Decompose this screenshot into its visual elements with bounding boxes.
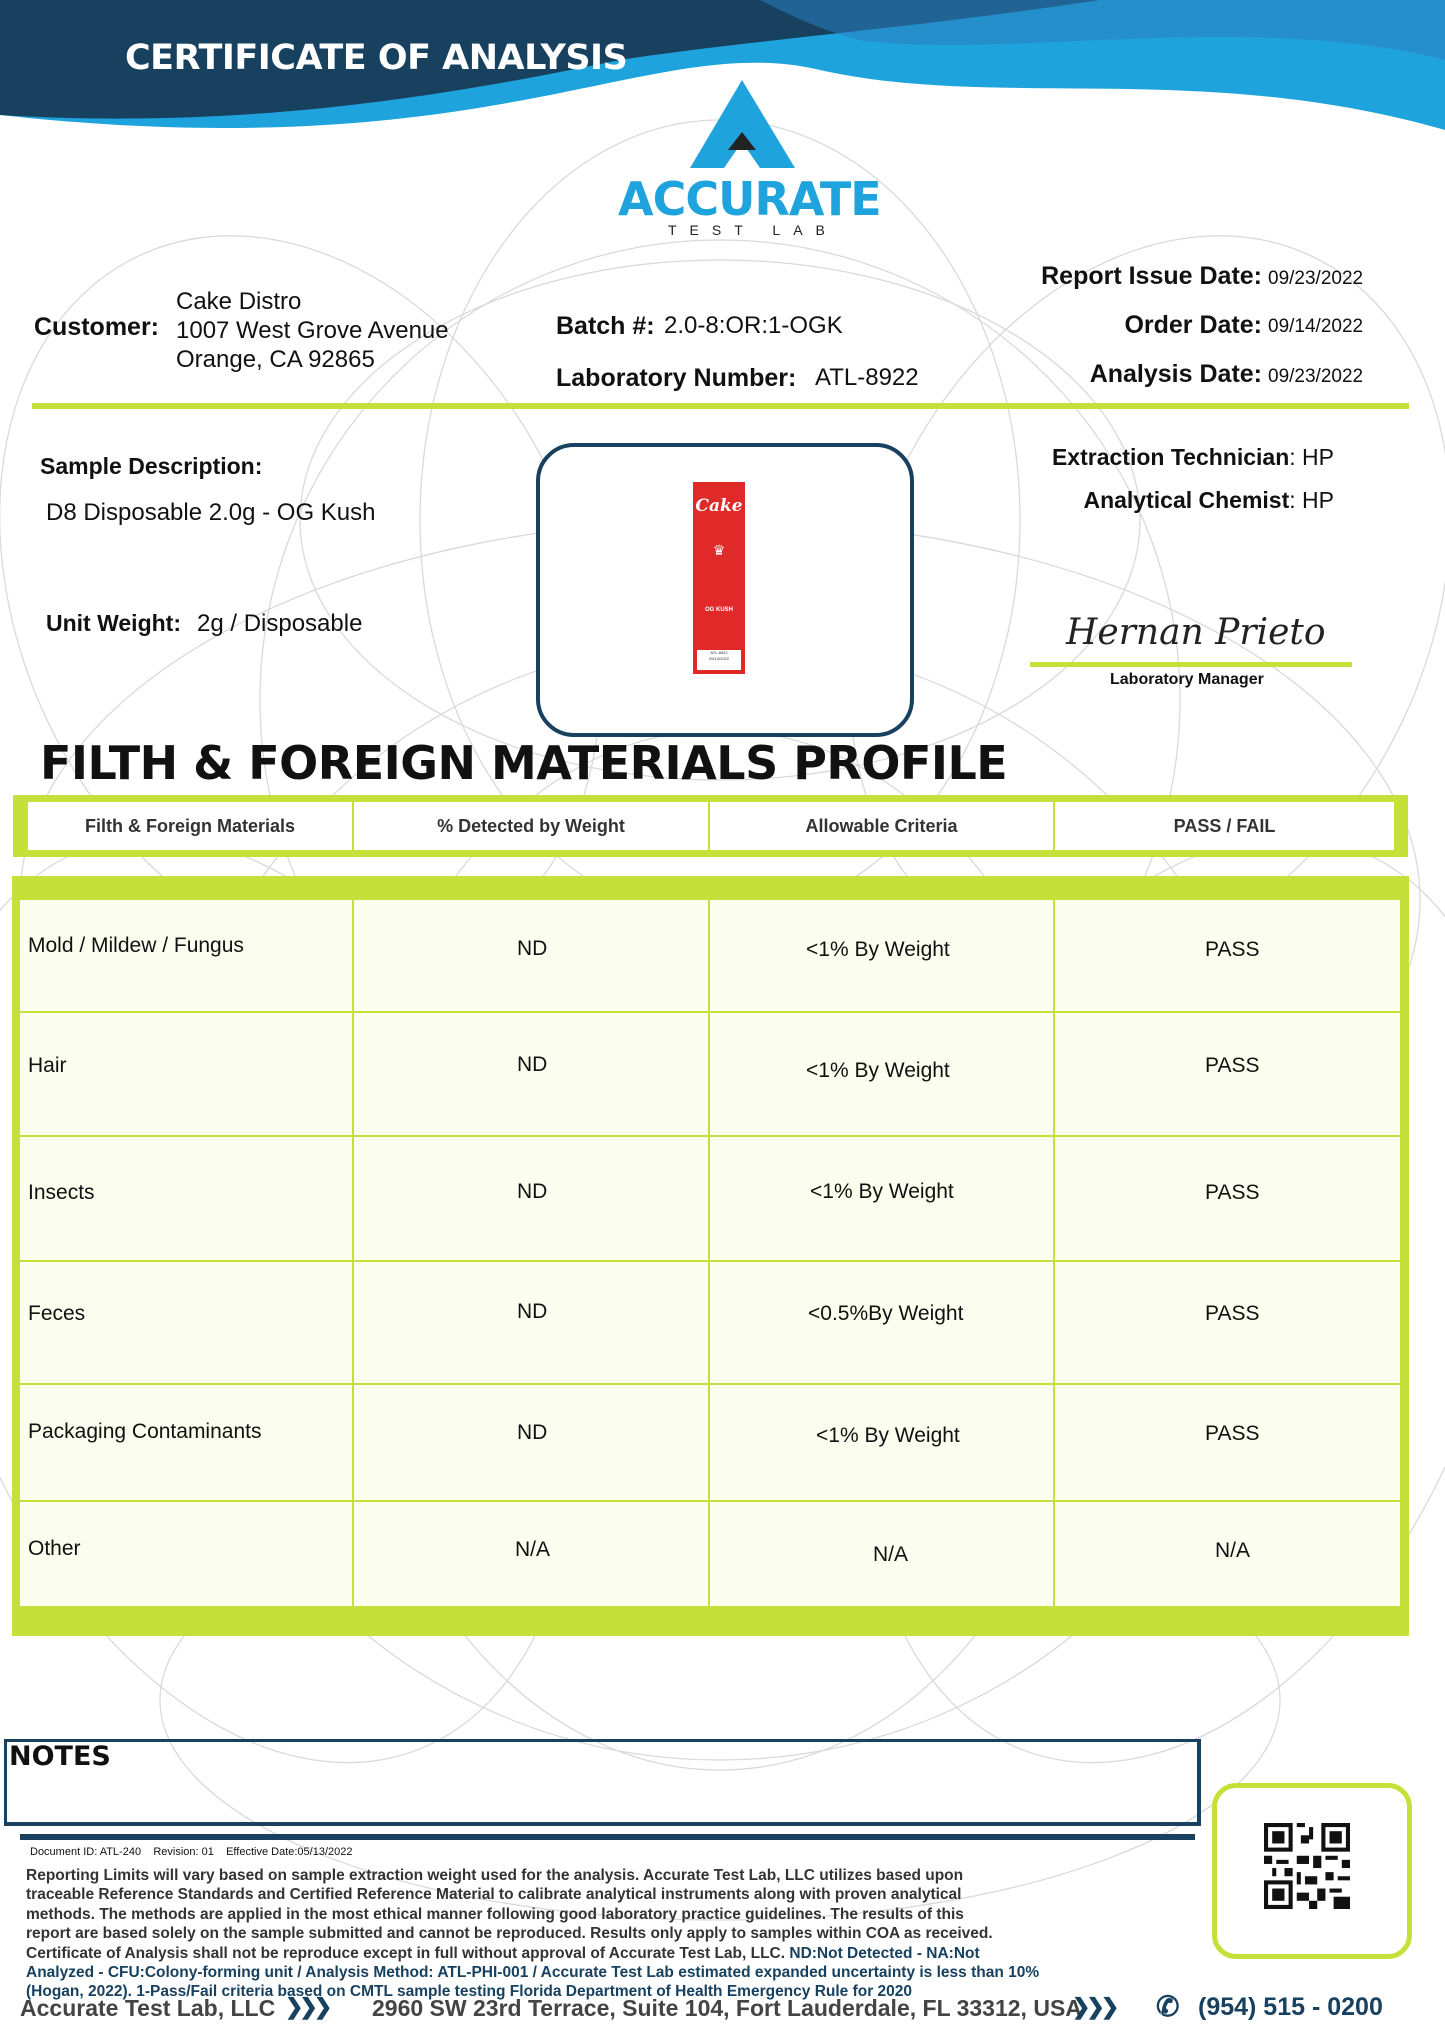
footer-phone[interactable]: (954) 515 - 0200: [1198, 1993, 1383, 2021]
row-criteria: <0.5%By Weight: [808, 1302, 964, 1325]
row-material: Other: [28, 1537, 81, 1560]
row-divider: [20, 1011, 1400, 1013]
row-divider: [20, 1260, 1400, 1262]
disclaimer-line: (Hogan, 2022). 1-Pass/Fail criteria based on CMTL sample testing Florida Department of Health Emergency Rule for 2020: [26, 1983, 913, 2001]
row-result: PASS: [1205, 1302, 1260, 1325]
sample-description-label: Sample Description:: [40, 453, 263, 479]
disclaimer-abbreviations: ND:Not Detected - NA:Not: [789, 1944, 980, 1962]
row-material: Insects: [28, 1181, 95, 1204]
batch-label: Batch #:: [556, 312, 655, 340]
row-result: N/A: [1215, 1539, 1251, 1562]
row-detected: ND: [517, 1421, 548, 1444]
qr-code-frame[interactable]: [1212, 1783, 1412, 1959]
row-detected: N/A: [515, 1538, 551, 1561]
footer-address: 2960 SW 23rd Terrace, Suite 104, Fort Lauderdale, FL 33312, USA: [372, 1995, 1082, 2021]
customer-address-line2: Orange, CA 92865: [176, 346, 375, 373]
order-date-label: Order Date:: [1124, 311, 1262, 339]
document-info: [30, 1846, 352, 1858]
logo-name: ACCURATE: [618, 172, 881, 226]
chevrons-icon: ❯❯❯: [285, 1994, 329, 2019]
customer-name: Cake Distro: [176, 288, 302, 315]
row-criteria: <1% By Weight: [806, 1059, 950, 1082]
unit-weight-label: Unit Weight:: [46, 610, 181, 636]
signature-line: [1030, 662, 1352, 667]
document-title: CERTIFICATE OF ANALYSIS: [125, 38, 628, 78]
row-result: PASS: [1205, 1181, 1260, 1204]
chemist-label: Analytical Chemist: [1083, 487, 1290, 513]
row-criteria: <1% By Weight: [810, 1180, 954, 1203]
chemist-row: [1083, 487, 1334, 514]
signature: Hernan Prieto: [1066, 612, 1326, 653]
product-sticker: [697, 650, 741, 670]
lab-number-value: ATL-8922: [815, 364, 919, 391]
sample-description-value: D8 Disposable 2.0g - OG Kush: [46, 499, 376, 526]
footer-company: Accurate Test Lab, LLC: [20, 1995, 276, 2021]
disclaimer-text: Certificate of Analysis shall not be reproduce except in full without approval of Accurate Test Lab, LLC.: [26, 1944, 790, 1962]
row-result: PASS: [1205, 1422, 1260, 1445]
technician-value: : HP: [1289, 444, 1334, 470]
row-criteria: N/A: [873, 1543, 909, 1566]
document-effective-date: Effective Date:05/13/2022: [226, 1846, 353, 1858]
section-title: FILTH & FOREIGN MATERIALS PROFILE: [40, 736, 1008, 790]
lab-number-label: Laboratory Number:: [556, 364, 797, 392]
row-divider: [20, 1500, 1400, 1502]
row-divider: [20, 1135, 1400, 1137]
order-date-value: 09/14/2022: [1268, 316, 1364, 337]
unit-weight-value: 2g / Disposable: [197, 610, 363, 637]
analysis-date-label: Analysis Date:: [1089, 360, 1262, 388]
notes-box: [4, 1739, 1201, 1826]
document-revision: Revision: 01: [153, 1846, 214, 1858]
batch-value: 2.0-8:OR:1-OGK: [664, 312, 843, 339]
disclaimer-line: methods. The methods are applied in the most ethical manner following good laboratory practice guidelines. The results of this: [26, 1905, 964, 1923]
technician-label: Extraction Technician: [1051, 444, 1290, 470]
disclaimer-line: Analyzed - CFU:Colony-forming unit / Analysis Method: ATL-PHI-001 / Accurate Test Lab estimated expanded uncertainty is less than 10%: [26, 1964, 1040, 1982]
row-criteria: <1% By Weight: [816, 1424, 960, 1447]
row-material: Mold / Mildew / Fungus: [28, 934, 244, 957]
row-result: PASS: [1205, 1054, 1260, 1077]
header-materials: Filth & Foreign Materials: [84, 815, 296, 836]
disclaimer-line: Reporting Limits will vary based on sample extraction weight used for the analysis. Accurate Test Lab, LLC utilizes based upon: [26, 1867, 964, 1884]
chevrons-icon: ❯❯❯: [1072, 1994, 1116, 2019]
header-pass-fail: PASS / FAIL: [1173, 815, 1276, 836]
analysis-date-value: 09/23/2022: [1268, 366, 1364, 387]
row-divider: [20, 1383, 1400, 1385]
row-material: Hair: [28, 1054, 67, 1077]
disclaimer: [26, 1866, 1151, 2002]
row-detected: ND: [517, 1053, 548, 1076]
header-detected: % Detected by Weight: [437, 815, 625, 836]
divider-line: [32, 403, 1409, 409]
product-sticker-lab: ATL-8922: [710, 650, 728, 655]
footer-divider: [20, 1834, 1195, 1840]
technician-row: [1052, 444, 1334, 471]
row-material: Packaging Contaminants: [28, 1420, 262, 1443]
logo-subtitle: TEST LAB: [668, 222, 838, 238]
accurate-logo-icon: [690, 80, 795, 170]
crown-icon: ♛: [712, 542, 726, 558]
row-detected: ND: [517, 937, 548, 960]
phone-icon: ✆: [1156, 1991, 1180, 2022]
disclaimer-line: [26, 1944, 1151, 1963]
chemist-value: : HP: [1289, 487, 1334, 513]
header-criteria: Allowable Criteria: [805, 815, 958, 836]
qr-code-icon[interactable]: [1264, 1823, 1350, 1909]
notes-title: NOTES: [9, 1741, 111, 1772]
row-material: Feces: [28, 1302, 86, 1325]
disclaimer-line: report are based solely on the sample submitted and cannot be reproduced. Results only apply to samples within COA as received.: [26, 1925, 993, 1943]
customer-label: Customer:: [34, 313, 160, 341]
product-brand: Cake: [695, 496, 743, 516]
customer-address-line1: 1007 West Grove Avenue: [176, 317, 449, 344]
row-criteria: <1% By Weight: [806, 938, 950, 961]
report-date-value: 09/23/2022: [1268, 268, 1364, 289]
report-date-label: Report Issue Date:: [1041, 262, 1262, 290]
document-id: Document ID: ATL-240: [30, 1846, 142, 1858]
disclaimer-line: traceable Reference Standards and Certified Reference Material to calibrate analytical instruments along with proven analytical: [26, 1886, 962, 1904]
product-image: [693, 482, 745, 674]
row-detected: ND: [517, 1300, 548, 1323]
row-result: PASS: [1205, 938, 1260, 961]
row-detected: ND: [517, 1180, 548, 1203]
product-sticker-date: 09/14/2022: [708, 656, 730, 661]
manager-title: Laboratory Manager: [1110, 671, 1264, 688]
product-flavor: OG KUSH: [704, 607, 733, 613]
